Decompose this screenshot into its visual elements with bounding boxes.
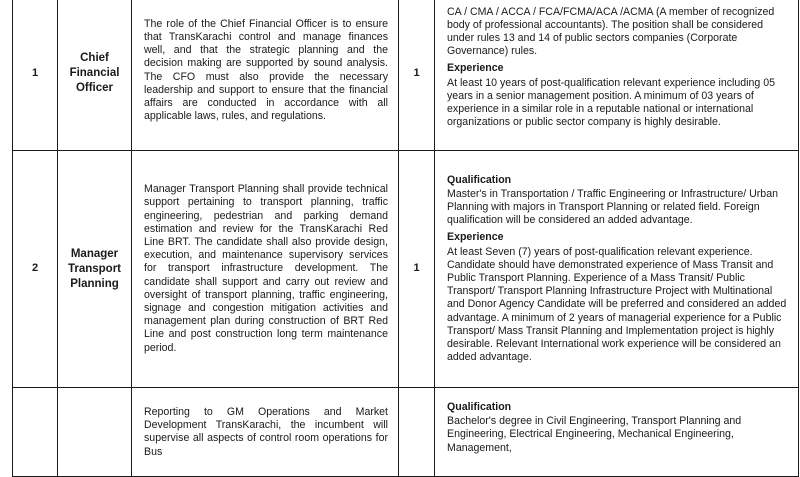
position-title-line: Manager [70,247,119,260]
table-row-partial [13,388,799,477]
position-title [58,388,132,477]
position-title-line: Planning [70,277,119,290]
experience-heading: Experience [447,62,504,75]
experience-heading: Experience [447,231,504,244]
position-title [58,151,132,388]
requirements [435,151,799,388]
qualification-heading: Qualification [447,173,512,186]
serial-number: 1 [13,0,58,151]
qualification-heading: Qualification [447,401,512,413]
experience-text: At least Seven (7) years of post-qualification relevant experience. Candidate should have demonstrated experience of Mass Transit and Public Transport Planning. Experience of a Mass Transit/ Public Transport/ Transport Planning Infrastructure Project with Multinational and Donor Agency Candidate will be preferred and considered an added advantage. A minimum of 2 years of managerial experience for a Public Transport/ Mass Transit Planning and Implementation project is highly desirable. Relevant International work experience will be considered an added advantage. [447,245,787,364]
positions-count: 1 [399,151,435,388]
qualification-text: Master's in Transportation / Traffic Engineering or Infrastructure/ Urban Planning with majors in Transport Planning or related field. Foreign qualification will be considered an added advantage. [447,187,778,227]
positions-count: 1 [399,0,435,151]
positions-count [399,388,435,477]
job-description [132,0,399,151]
position-title [58,0,132,151]
position-title-line: Transport [67,262,122,275]
experience-text: At least 10 years of post-qualification relevant experience including 05 years in a senior management position. A minimum of 03 years of experience in a similar role in a reputable national or international organizations or public sector company is highly desirable. [447,76,776,129]
position-title-line: Chief [80,52,109,64]
serial-number [13,388,58,477]
requirements [435,0,799,151]
table-row-cfo [13,0,799,151]
serial-number: 2 [13,151,58,388]
position-title-line: Financial [69,67,120,79]
table-row-manager-transport-planning [13,151,799,388]
job-description [132,388,399,477]
job-description-text: The role of the Chief Financial Officer is to ensure that TransKarachi control and manage finances well, and that the strategic planning and the decision making are supported by sound analysis. The CFO must also provide the necessary leadership and support to ensure that the financial affairs are conducted in accordance with all applicable laws, rules, and regulations. [144,17,388,123]
qualification-text: CA / CMA / ACCA / FCA/FCMA/ACA /ACMA (A member of recognized body of professional accountants). The position shall be considered under rules 13 and 14 of public sectors companies (Corporate Governance) rules. [447,5,775,58]
qualification-text: Bachelor's degree in Civil Engineering, Transport Planning and Engineering, Electrical Engineering, Mechanical Engineering, Management, [447,415,742,454]
job-description-text: Manager Transport Planning shall provide technical support pertaining to transport planning, traffic engineering, pedestrian and parking demand estimation and review for the TransKarachi Red Line BRT. The candidate shall also provide design, execution, and maintenance supervisory services for transport infrastructure development. The candidate shall support and carry out review and oversight of transport planning, traffic engineering, signage and congestion mitigation activities and management plan during construction of BRT Red Line and post construction long term maintenance period. [144,183,388,354]
job-positions-table [12,0,799,477]
job-description [132,151,399,388]
position-title-line: Officer [75,82,114,94]
job-description-text: Reporting to GM Operations and Market Development TransKarachi, the incumbent will supervise all aspects of control room operations for Bus [144,406,388,458]
requirements [435,388,799,477]
